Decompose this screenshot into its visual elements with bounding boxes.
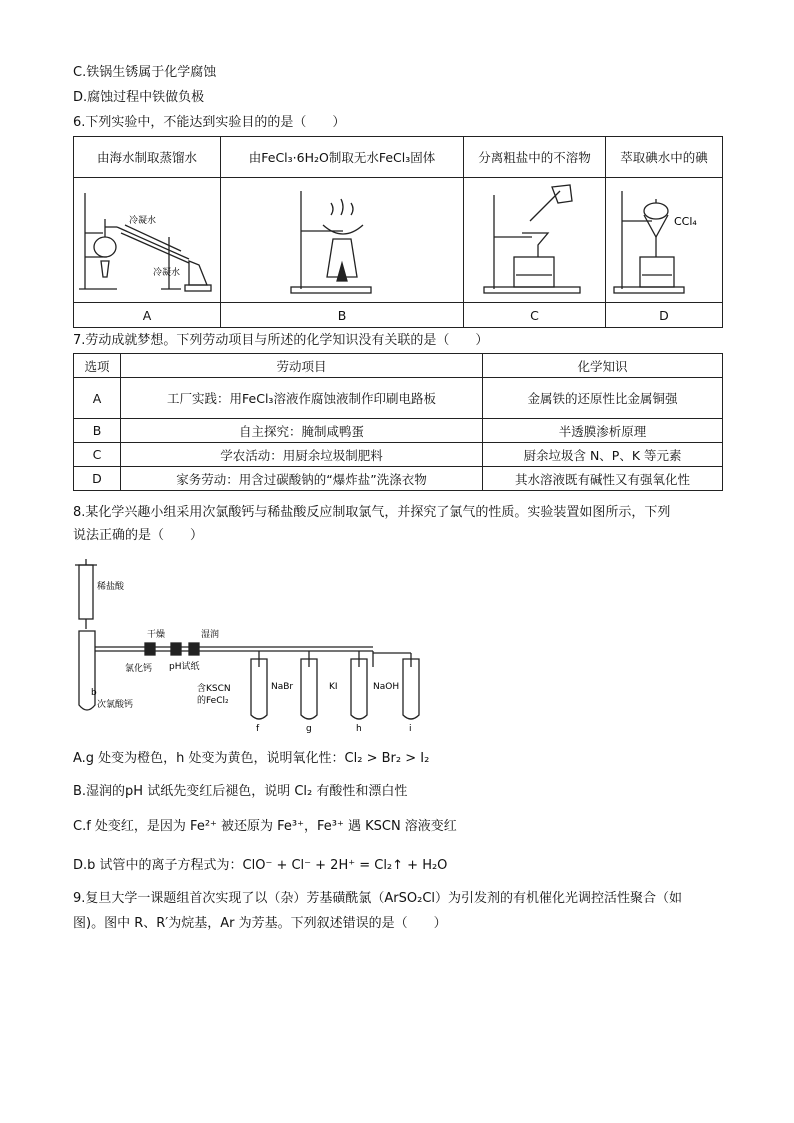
q7-row-c-option: C (74, 443, 121, 467)
q6-stem: 6.下列实验中，不能达到实验目的的是（ ） (73, 115, 346, 130)
q7-head-knowledge: 化学知识 (483, 354, 723, 378)
g-reagent-label: NaBr (271, 682, 294, 692)
tube-i-label: i (409, 724, 412, 734)
q6-header-b: 由FeCl₃·6H₂O制取无水FeCl₃固体 (221, 137, 464, 178)
wet-label: 湿润 (201, 630, 220, 640)
q9-stem-line1: 9.复旦大学一课题组首次实现了以（杂）芳基磺酰氯（ArSO₂Cl）为引发剂的有机催化光调控活性聚合（如 (73, 891, 683, 906)
h-reagent-label: KI (329, 682, 338, 692)
q7-row-c-knowledge: 厨余垃圾含 N、P、K 等元素 (483, 443, 723, 467)
acid-label: 稀盐酸 (97, 582, 125, 592)
q6-label-d: D (606, 303, 723, 328)
q8-stem-line2: 说法正确的是（ ） (73, 528, 204, 543)
dry-label: 干燥 (147, 630, 166, 640)
q7-row-c-project: 学农活动：用厨余垃圾制肥料 (121, 443, 483, 467)
q6-header-c: 分离粗盐中的不溶物 (464, 137, 606, 178)
q8-stem-line1: 8.某化学兴趣小组采用次氯酸钙与稀盐酸反应制取氯气，并探究了氯气的性质。实验装置如图所示，下列 (73, 505, 671, 520)
q7-row-d-project: 家务劳动：用含过碳酸钠的“爆炸盐”洗涤衣物 (121, 467, 483, 491)
q7-head-project: 劳动项目 (121, 354, 483, 378)
cacl-label: 氯化钙 (125, 664, 153, 674)
extraction-apparatus-figure (612, 181, 716, 297)
chlorine-apparatus-figure (73, 555, 433, 735)
q7-head-option: 选项 (74, 354, 121, 378)
cond-label-1: 冷凝水 (129, 215, 157, 226)
q7-row-b-knowledge: 半透膜渗析原理 (483, 419, 723, 443)
q6-experiment-table (73, 136, 723, 328)
evaporation-apparatus-figure (287, 181, 397, 297)
hypochlorite-label: 次氯酸钙 (97, 700, 134, 710)
q7-row-d-option: D (74, 467, 121, 491)
q8-option-d: D.b 试管中的离子方程式为：ClO⁻ + Cl⁻ + 2H⁺ = Cl₂↑ + H₂O (73, 858, 448, 873)
i-reagent-label: NaOH (373, 682, 400, 692)
q6-figure-b-cell (221, 178, 464, 303)
tube-h-label: h (356, 724, 362, 734)
q6-figure-d-cell (606, 178, 723, 303)
f-reagent-label-2: 的FeCl₂ (197, 696, 229, 706)
ccl4-label: CCl₄ (674, 214, 697, 228)
q6-figure-c-cell (464, 178, 606, 303)
q9-stem-line2: 图)。图中 R、R′为烷基，Ar 为芳基。下列叙述错误的是（ ） (73, 916, 447, 931)
cond-label-2: 冷凝水 (153, 267, 181, 278)
q6-header-d: 萃取碘水中的碘 (606, 137, 723, 178)
distillation-apparatus-figure (77, 181, 217, 297)
tube-g-label: g (306, 724, 312, 734)
q7-table (73, 353, 723, 491)
q8-option-c: C.f 处变红，是因为 Fe²⁺ 被还原为 Fe³⁺，Fe³⁺ 遇 KSCN 溶液变红 (73, 819, 457, 834)
q6-figure-a-cell (74, 178, 221, 303)
q7-row-a-project: 工厂实践：用FeCl₃溶液作腐蚀液制作印刷电路板 (121, 378, 483, 419)
q6-header-a: 由海水制取蒸馏水 (74, 137, 221, 178)
q7-row-a-option: A (74, 378, 121, 419)
q5-option-d: D.腐蚀过程中铁做负极 (73, 90, 205, 105)
f-reagent-label-1: 含KSCN (197, 684, 231, 694)
tube-b-label: b (91, 688, 97, 698)
q7-row-a-knowledge: 金属铁的还原性比金属铜强 (483, 378, 723, 419)
tube-f-label: f (256, 724, 260, 734)
q8-option-b: B.湿润的pH 试纸先变红后褪色，说明 Cl₂ 有酸性和漂白性 (73, 784, 408, 799)
q8-option-a: A.g 处变为橙色，h 处变为黄色，说明氧化性：Cl₂ > Br₂ > I₂ (73, 751, 430, 766)
q6-label-c: C (464, 303, 606, 328)
q7-row-b-option: B (74, 419, 121, 443)
ph-paper-label: pH试纸 (169, 662, 200, 672)
filtration-apparatus-figure (480, 181, 590, 297)
q7-row-d-knowledge: 其水溶液既有碱性又有强氧化性 (483, 467, 723, 491)
q6-label-b: B (221, 303, 464, 328)
q5-option-c: C.铁锅生锈属于化学腐蚀 (73, 65, 217, 80)
q6-label-a: A (74, 303, 221, 328)
q7-row-b-project: 自主探究：腌制咸鸭蛋 (121, 419, 483, 443)
q7-stem: 7.劳动成就梦想。下列劳动项目与所述的化学知识没有关联的是（ ） (73, 333, 489, 348)
